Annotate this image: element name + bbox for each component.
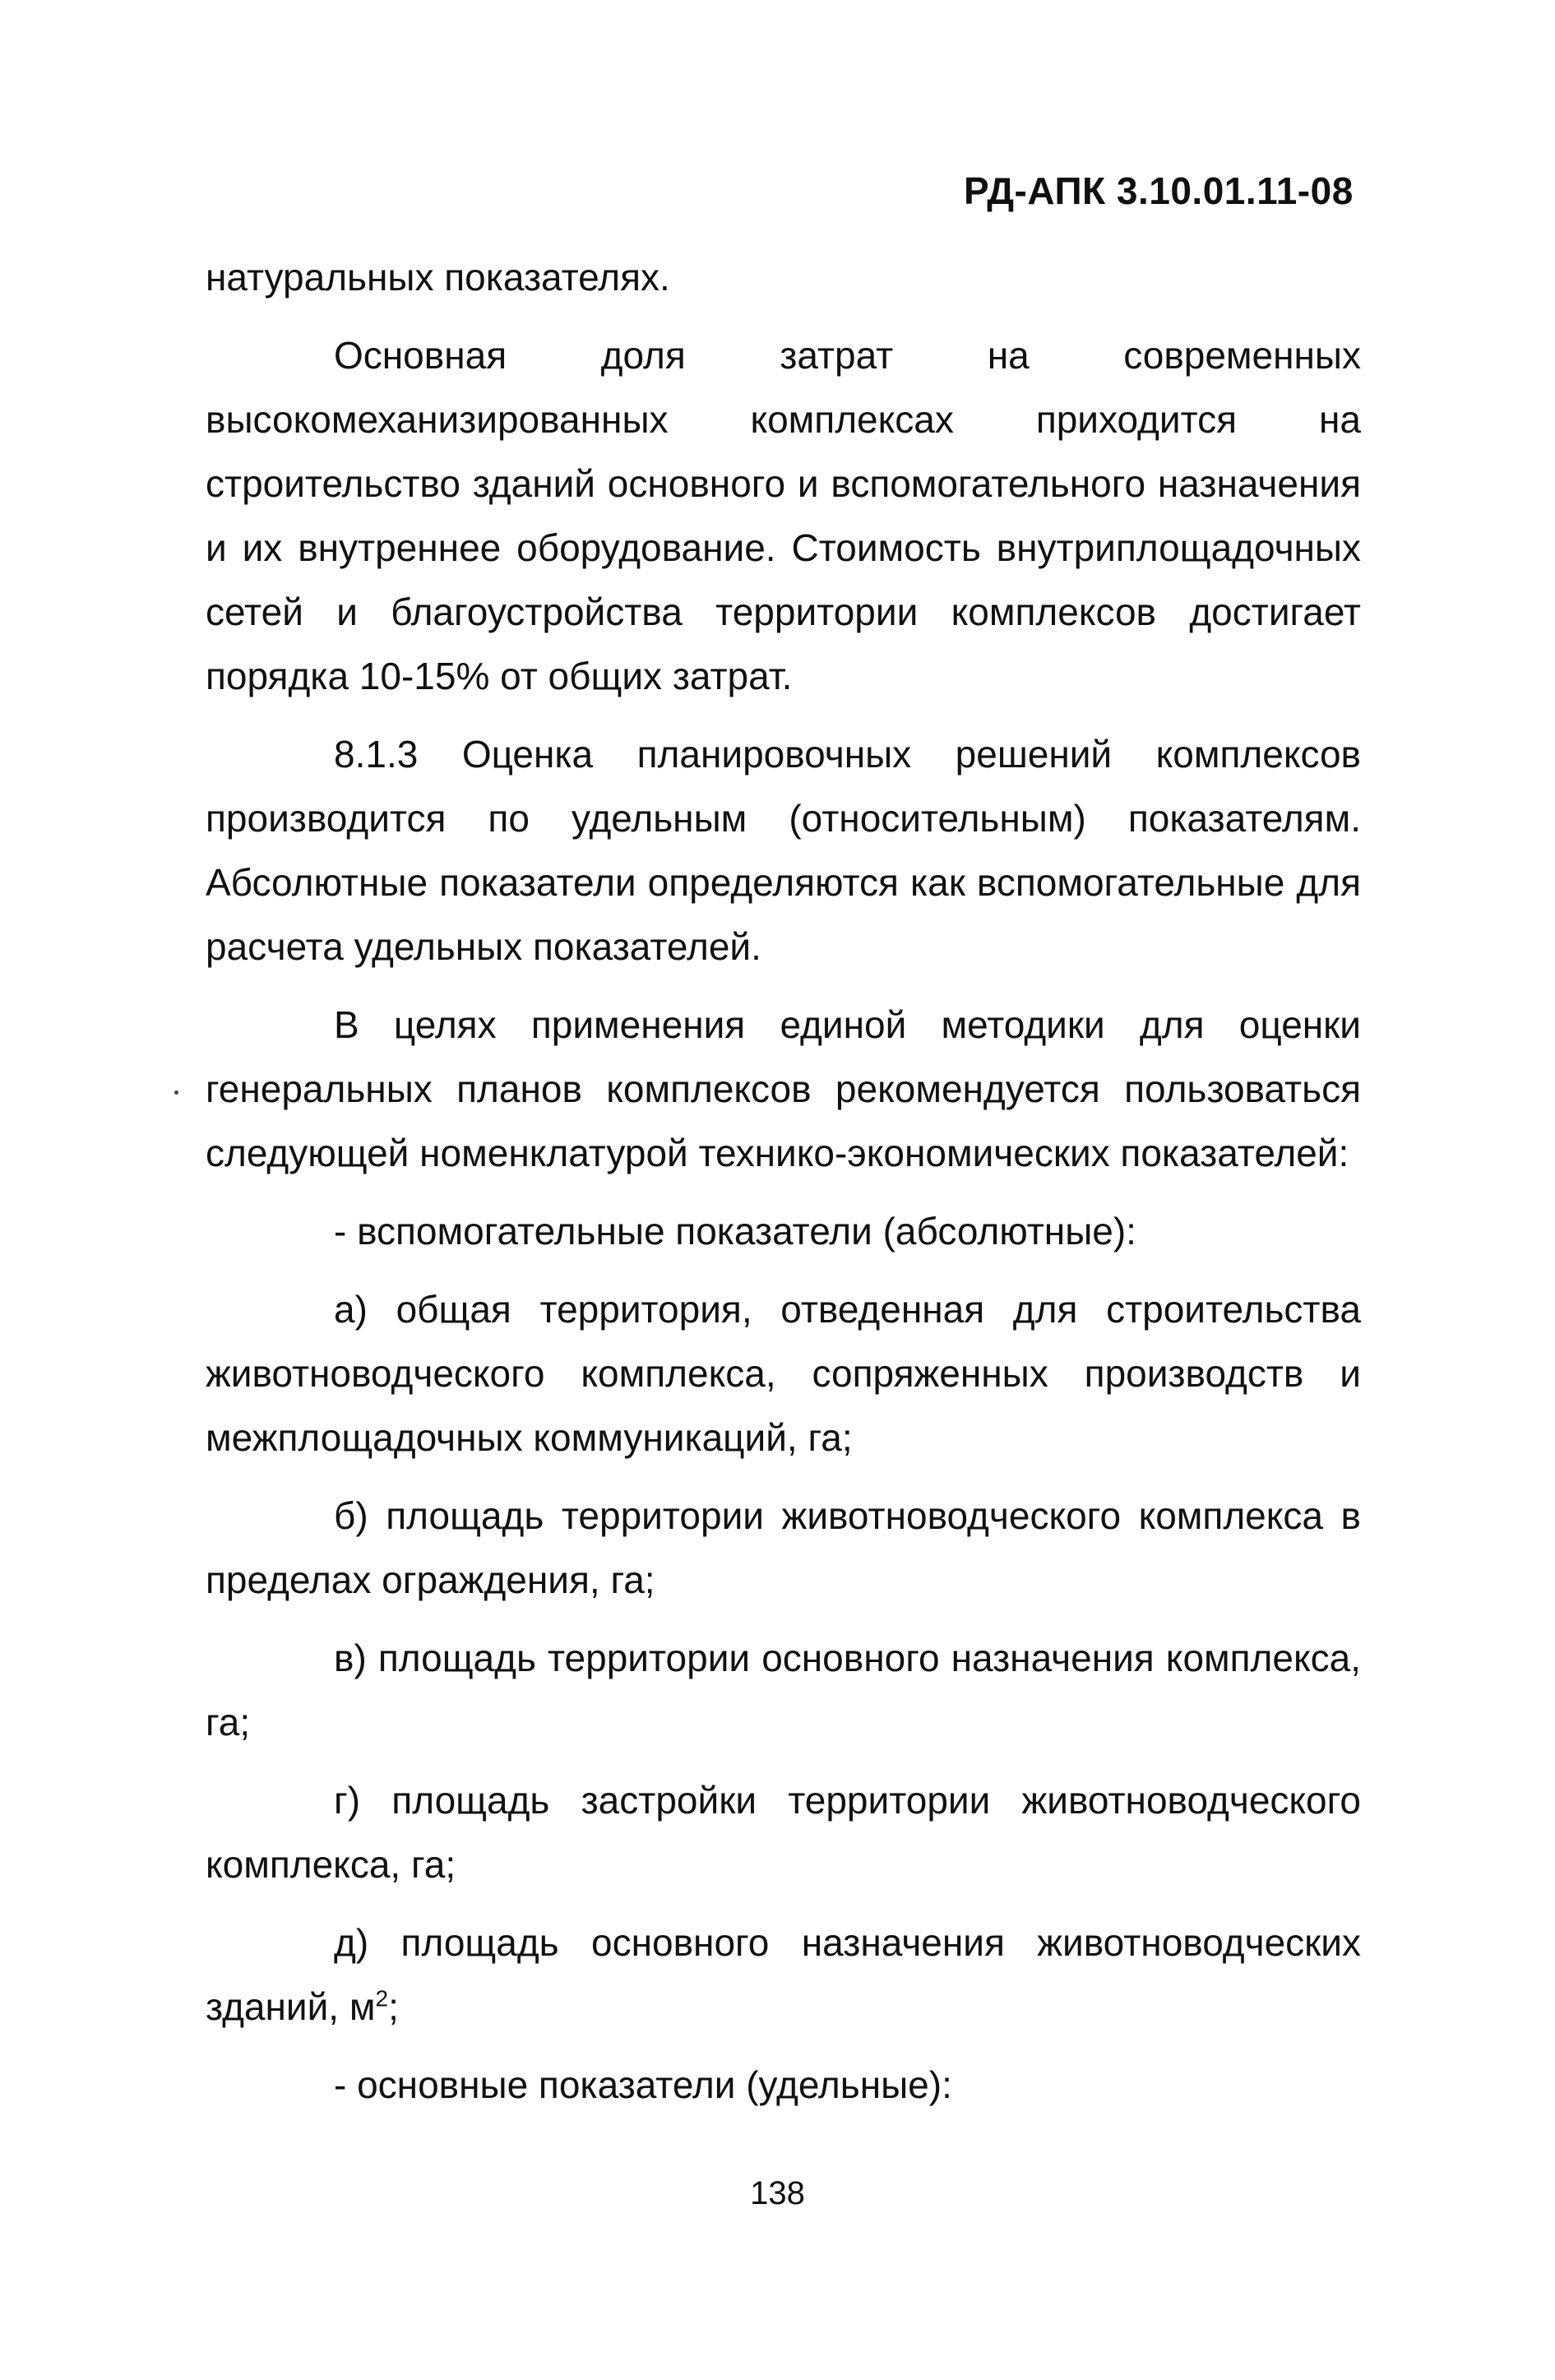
list-item-d-text: д) площадь основного назначения животноводческих зданий, м bbox=[206, 1921, 1361, 2028]
paragraph-continuation: натуральных показателях. bbox=[206, 256, 670, 299]
list-item-d bbox=[206, 1910, 1361, 2039]
page-body bbox=[206, 245, 1361, 2117]
document-code-header: РД-АПК 3.10.01.11-08 bbox=[964, 169, 1354, 212]
list-item-d-suffix: ; bbox=[388, 1985, 399, 2028]
list-item-v: в) площадь территории основного назначения комплекса, га; bbox=[206, 1637, 1361, 1743]
paragraph-section-8-1-3: 8.1.3 Оценка планировочных решений комплексов производится по удельным (относительным) показателям. Абсолютные показатели определяются как вспомогательные для расчета удельных показателей. bbox=[206, 733, 1361, 968]
paragraph-methodology: В целях применения единой методики для оценки генеральных планов комплексов рекомендуется пользоваться следующей номенклатурой технико-экономических показателей: bbox=[206, 1003, 1361, 1174]
list-item-g: г) площадь застройки территории животноводческого комплекса, га; bbox=[206, 1779, 1361, 1886]
page-number: 138 bbox=[750, 2175, 805, 2211]
list-item-d-superscript: 2 bbox=[375, 1985, 389, 2012]
paragraph-auxiliary-heading: - вспомогательные показатели (абсолютные): bbox=[334, 1210, 1136, 1253]
paragraph-costs: Основная доля затрат на современных высокомеханизированных комплексах приходится на строительство зданий основного и вспомогательного назначения и их внутреннее оборудование. Стоимость внутриплощадочных сетей и благоустройства территории комплексов достигает порядка 10-15% от общих затрат. bbox=[206, 334, 1361, 697]
list-item-b: б) площадь территории животноводческого комплекса в пределах ограждения, га; bbox=[206, 1494, 1361, 1601]
list-item-a: а) общая территория, отведенная для строительства животноводческого комплекса, сопряженных производств и межплощадочных коммуникаций, га; bbox=[206, 1288, 1361, 1459]
margin-mark bbox=[174, 1090, 178, 1095]
paragraph-main-heading: - основные показатели (удельные): bbox=[334, 2063, 952, 2106]
